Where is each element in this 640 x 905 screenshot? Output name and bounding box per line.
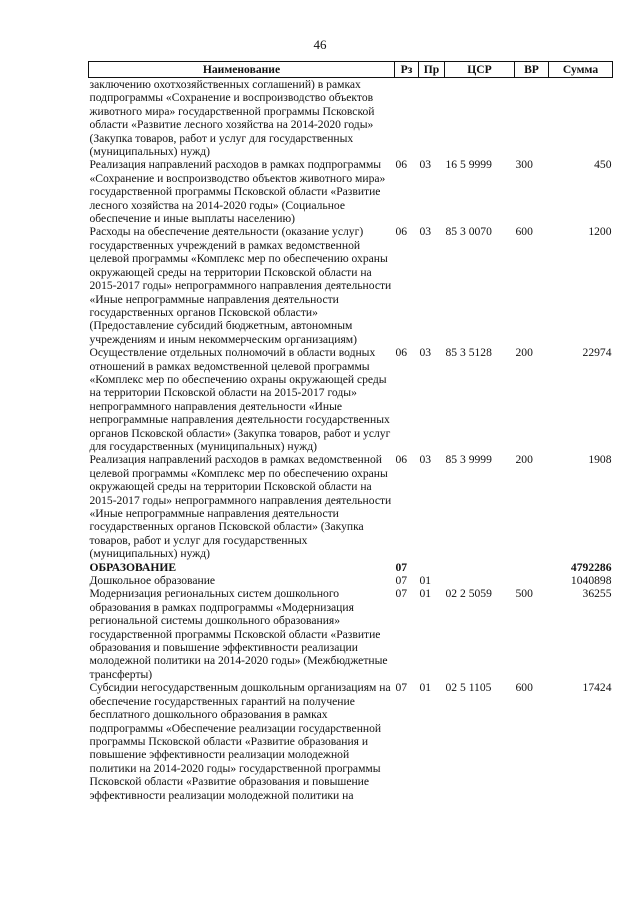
row-name: Реализация направлений расходов в рамках ведомственной целевой программы «Комплекс мер по обеспечению охраны окружающей среды на территории Псковской области на 2015-2017 годы» непрограммного направления деятельности «Иные непрограммные направления деятельности государственных органов Псковской области» (Закупка товаров, работ и услуг для государственных (муниципальных) нужд): [89, 453, 392, 561]
row-vr: [515, 561, 549, 574]
row-rz: 06: [395, 453, 408, 467]
row-pr: 01: [419, 587, 432, 601]
row-csr: 02 5 1105: [445, 681, 492, 695]
header-csr: ЦСР: [445, 62, 515, 78]
row-sum: 450: [594, 158, 612, 172]
header-pr: Пр: [419, 62, 445, 78]
page-number: 46: [313, 37, 327, 52]
row-csr: 16 5 9999: [445, 158, 492, 172]
header-rz: Рз: [395, 62, 419, 78]
header-sum: Сумма: [549, 62, 613, 78]
row-csr: [445, 574, 515, 587]
row-rz: 06: [395, 346, 408, 360]
row-name: Модернизация региональных систем дошкольного образования в рамках подпрограммы «Модернизация региональной системы дошкольного образования» государственной программы Псковской области «Развитие образования и повышение эффективности реализации молодежной политики на 2014-2020 годы» (Межбюджетные трансферты): [89, 587, 388, 681]
row-pr: [419, 78, 445, 159]
row-sum: 22974: [582, 346, 612, 360]
row-rz: 07: [395, 587, 408, 601]
row-name: Реализация направлений расходов в рамках подпрограммы «Сохранение и воспроизводство объектов животного мира» государственной программы Псковской области «Развитие лесного хозяйства на 2014-2020 годы» (Социальное обеспечение и иные выплаты населению): [89, 158, 386, 226]
row-sum: 17424: [582, 681, 612, 695]
row-name: Дошкольное образование: [89, 574, 216, 588]
header-name: Наименование: [89, 62, 395, 78]
row-sum: [549, 78, 613, 159]
row-sum: 1200: [588, 225, 612, 239]
row-pr: 03: [419, 158, 432, 172]
budget-table: [88, 61, 613, 802]
row-name: Расходы на обеспечение деятельности (оказание услуг) государственных учреждений в рамках ведомственной целевой программы «Комплекс мер по обеспечению охраны окружающей среды на территории Псковской области на 2015-2017 годы» непрограммного направления деятельности «Иные непрограммные направления деятельности государственных органов Псковской области» (Предоставление субсидий бюджетным, автономным учреждениям и иным некоммерческим организациям): [89, 225, 392, 346]
row-rz: 07: [395, 560, 408, 574]
row-csr: 02 2 5059: [445, 587, 492, 601]
row-pr: 01: [419, 574, 432, 588]
table-row: [89, 587, 613, 681]
row-csr: 85 3 9999: [445, 453, 492, 467]
row-vr: 200: [515, 346, 533, 360]
row-vr: [515, 574, 549, 587]
row-name: Субсидии негосударственным дошкольным организациям на обеспечение государственных гарантий на получение бесплатного дошкольного образования в рамках подпрограммы «Обеспечение реализации государственной программы Псковской области «Развитие образования и повышение эффективности реализации молодежной политики на 2014-2020 годы» государственной программы Псковской области «Развитие образования и повышение эффективности реализации молодежной политики на: [89, 681, 391, 802]
row-rz: 06: [395, 225, 408, 239]
row-vr: 600: [515, 225, 533, 239]
row-pr: 01: [419, 681, 432, 695]
table-row: [89, 453, 613, 560]
row-csr: 85 3 0070: [445, 225, 492, 239]
row-sum: 4792286: [570, 560, 612, 574]
row-name: заключению охотхозяйственных соглашений) в рамках подпрограммы «Сохранение и воспроизводство объектов животного мира» государственной программы Псковской области «Развитие лесного хозяйства на 2014-2020 годы» (Закупка товаров, работ и услуг для государственных (муниципальных) нужд): [89, 78, 375, 159]
table-row: [89, 574, 613, 587]
row-rz: 07: [395, 574, 408, 588]
row-rz: 06: [395, 158, 408, 172]
table-header-row: [89, 62, 613, 78]
row-sum: 1908: [588, 453, 612, 467]
table-row: [89, 78, 613, 159]
row-pr: 03: [419, 346, 432, 360]
row-vr: [515, 78, 549, 159]
row-pr: [419, 561, 445, 574]
row-csr: [445, 561, 515, 574]
table-row: [89, 681, 613, 802]
row-rz: [395, 78, 419, 159]
table-row: [89, 158, 613, 225]
row-vr: 200: [515, 453, 533, 467]
row-name: Осуществление отдельных полномочий в области водных отношений в рамках ведомственной целевой программы «Комплекс мер по обеспечению охраны окружающей среды на территории Псковской области на 2015-2017 годы» непрограммного направления деятельности «Иные непрограммные направления деятельности государственных органов Псковской области» (Закупка товаров, работ и услуг для государственных (муниципальных) нужд): [89, 346, 391, 453]
row-vr: 300: [515, 158, 533, 172]
table-row: [89, 346, 613, 453]
row-csr: 85 3 5128: [445, 346, 492, 360]
row-csr: [445, 78, 515, 159]
row-pr: 03: [419, 453, 432, 467]
header-vr: ВР: [515, 62, 549, 78]
row-vr: 600: [515, 681, 533, 695]
row-sum: 36255: [582, 587, 612, 601]
table-row: [89, 225, 613, 346]
row-pr: 03: [419, 225, 432, 239]
section-name: ОБРАЗОВАНИЕ: [89, 560, 177, 574]
row-vr: 500: [515, 587, 533, 601]
row-sum: 1040898: [570, 574, 612, 588]
row-rz: 07: [395, 681, 408, 695]
section-row: [89, 561, 613, 574]
